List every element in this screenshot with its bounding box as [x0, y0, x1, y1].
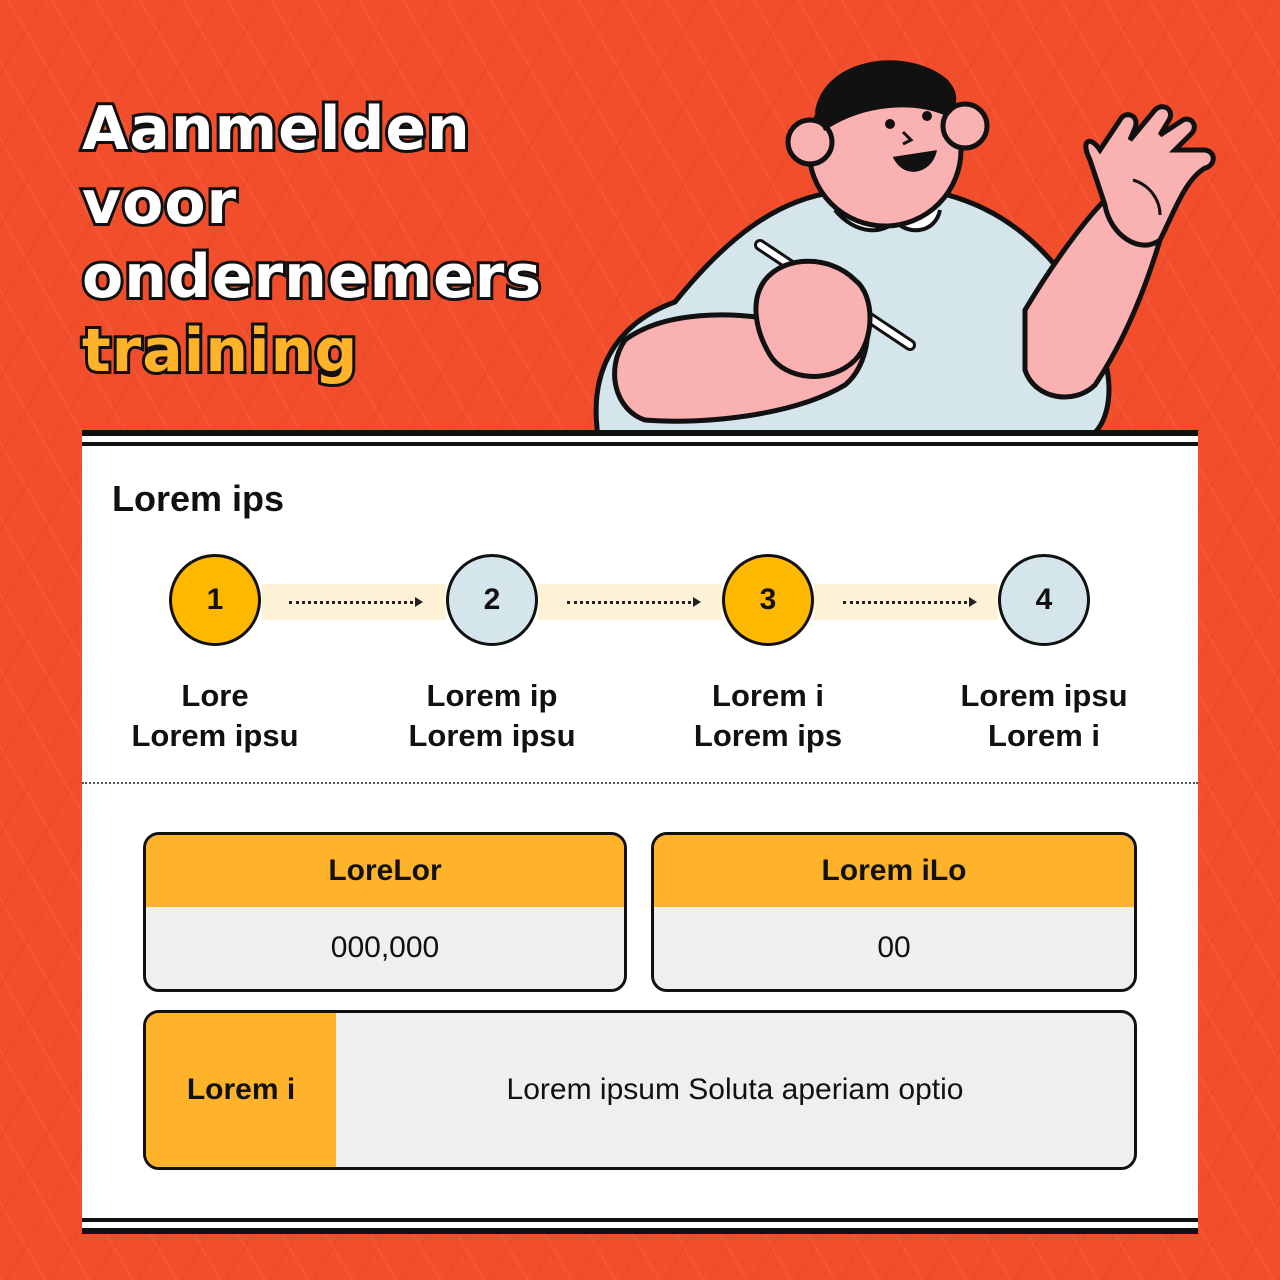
step-4-circle: 4 — [998, 554, 1090, 646]
step-1-circle: 1 — [169, 554, 261, 646]
step-2-label — [367, 676, 617, 756]
step-1-label-line-2: Lorem ipsu — [131, 718, 299, 753]
info-box-1 — [143, 832, 627, 992]
info-row-value: Lorem ipsum Soluta aperiam optio — [506, 1073, 964, 1106]
step-arrow-1 — [289, 601, 419, 604]
info-box-1-value: 000,000 — [330, 931, 440, 964]
step-1-label-line-1: Lore — [181, 678, 249, 713]
headline — [82, 92, 542, 388]
step-4-label — [919, 676, 1169, 756]
step-4-label-line-2: Lorem i — [988, 718, 1100, 753]
headline-line-1: Aanmelden — [82, 94, 471, 164]
card-bottom-stripes — [82, 1216, 1198, 1234]
step-2-circle: 2 — [446, 554, 538, 646]
writing-hand — [756, 261, 870, 376]
left-eye — [885, 119, 895, 129]
step-2-label-line-2: Lorem ipsu — [408, 718, 576, 753]
section-title: Lorem ips — [112, 478, 285, 519]
info-box-1-label: LoreLor — [146, 835, 624, 907]
step-2-label-line-1: Lorem ip — [426, 678, 558, 713]
info-box-2-label: Lorem iLo — [654, 835, 1134, 907]
registration-card — [82, 430, 1198, 1234]
headline-line-2: voor — [82, 168, 238, 238]
info-box-2 — [651, 832, 1137, 992]
headline-accent-line: training — [82, 316, 359, 386]
right-eye — [922, 111, 932, 121]
card-top-stripes — [82, 430, 1198, 448]
info-row-label: Lorem i — [146, 1013, 336, 1167]
step-arrow-3 — [843, 601, 973, 604]
info-row — [143, 1010, 1137, 1170]
info-box-2-value: 00 — [877, 931, 911, 964]
step-3-label-line-1: Lorem i — [712, 678, 824, 713]
headline-line-3: ondernemers — [82, 242, 543, 312]
dotted-divider — [82, 782, 1198, 784]
step-arrow-2 — [567, 601, 697, 604]
step-4-label-line-1: Lorem ipsu — [960, 678, 1128, 713]
step-1-label — [90, 676, 340, 756]
waving-person-illustration — [585, 40, 1255, 440]
step-3-label-line-2: Lorem ips — [693, 718, 843, 753]
step-3-circle: 3 — [722, 554, 814, 646]
step-3-label — [643, 676, 893, 756]
